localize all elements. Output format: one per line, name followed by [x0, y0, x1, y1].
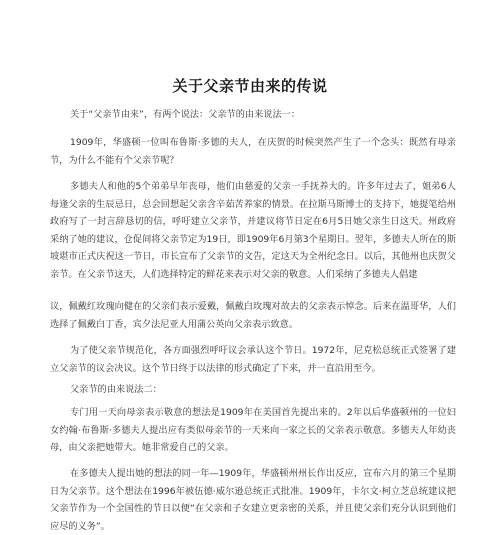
article-title: 关于父亲节由来的传说 — [172, 77, 328, 95]
paragraph-1972: 为了使父亲节规范化，各方面强烈呼吁议会承认这个节日。1972年，尼克松总统正式签署了建立父亲节的议会决议。这个节日终于以法律的形式确定了下来，并一直沿用至今。 — [50, 345, 456, 374]
paragraph-origin-two-heading: 父亲节的由来说法二： — [70, 384, 162, 395]
paragraph-origin-two: 专门用一天向母亲表示敬意的想法是1909年在美国首先提出来的。2年以后华盛顿州的一位妇女约翰·布鲁斯·多德夫人提出应有类似母亲节的一天来向一家之长的父亲表示敬意。多德夫人年幼丧母，由父亲把她带大。她非常爱自己的父亲。 — [50, 407, 456, 454]
paragraph-proclamation: 在多德夫人提出她的想法的同一年—1909年，华盛顿州州长作出反应，宣布六月的第三个星期日为父亲节。这个想法在1996年被伍德·威尔逊总统正式批准。1909年，卡尔文·柯立芝总统建议把父亲节作为一个全国性的节日以便“在父亲和子女建立更亲密的关系，并且使父亲们充分认识到他们应尽的义务”。 — [50, 468, 456, 532]
paragraph-dodd-story: 多德夫人和他的5个弟弟早年丧母，他们由慈爱的父亲一手抚养大的。许多年过去了，姐弟6人每逢父亲的生辰忌日，总会回想起父亲含辛茹苦养家的情景。在拉斯马斯博士的支持下，她提笔给州政府写了一封言辞恳切的信，呼吁建立父亲节，并建议将节日定在6月5日她父亲生日这天。州政府采纳了她的建议，仓促间将父亲节定为19日，即1909年6月第3个星期日。翌年，多德夫人所在的斯坡堪市正式庆祝这一节日，市长宣布了父亲节的文告，定这天为全州纪念日。以后，其他州也庆贺父亲节。在父亲节这天，人们选择特定的鲜花来表示对父亲的敬意。人们采纳了多德夫人倡建 — [50, 181, 456, 280]
paragraph-intro: 关于“父亲节由来”，有两个说法：父亲节的由来说法一： — [70, 109, 301, 120]
paragraph-1909: 1909年，华盛顿一位叫布鲁斯·多德的夫人，在庆贺的时候突然产生了一个念头：既然有母亲节，为什么不能有个父亲节呢？ — [50, 137, 456, 166]
paragraph-roses: 议，佩戴红玫瑰向健在的父亲们表示爱戴，佩戴白玫瑰对故去的父亲表示悼念。后来在温哥华，人们选择了佩戴白丁香，宾夕法尼亚人用蒲公英向父亲表示致意。 — [50, 301, 456, 330]
